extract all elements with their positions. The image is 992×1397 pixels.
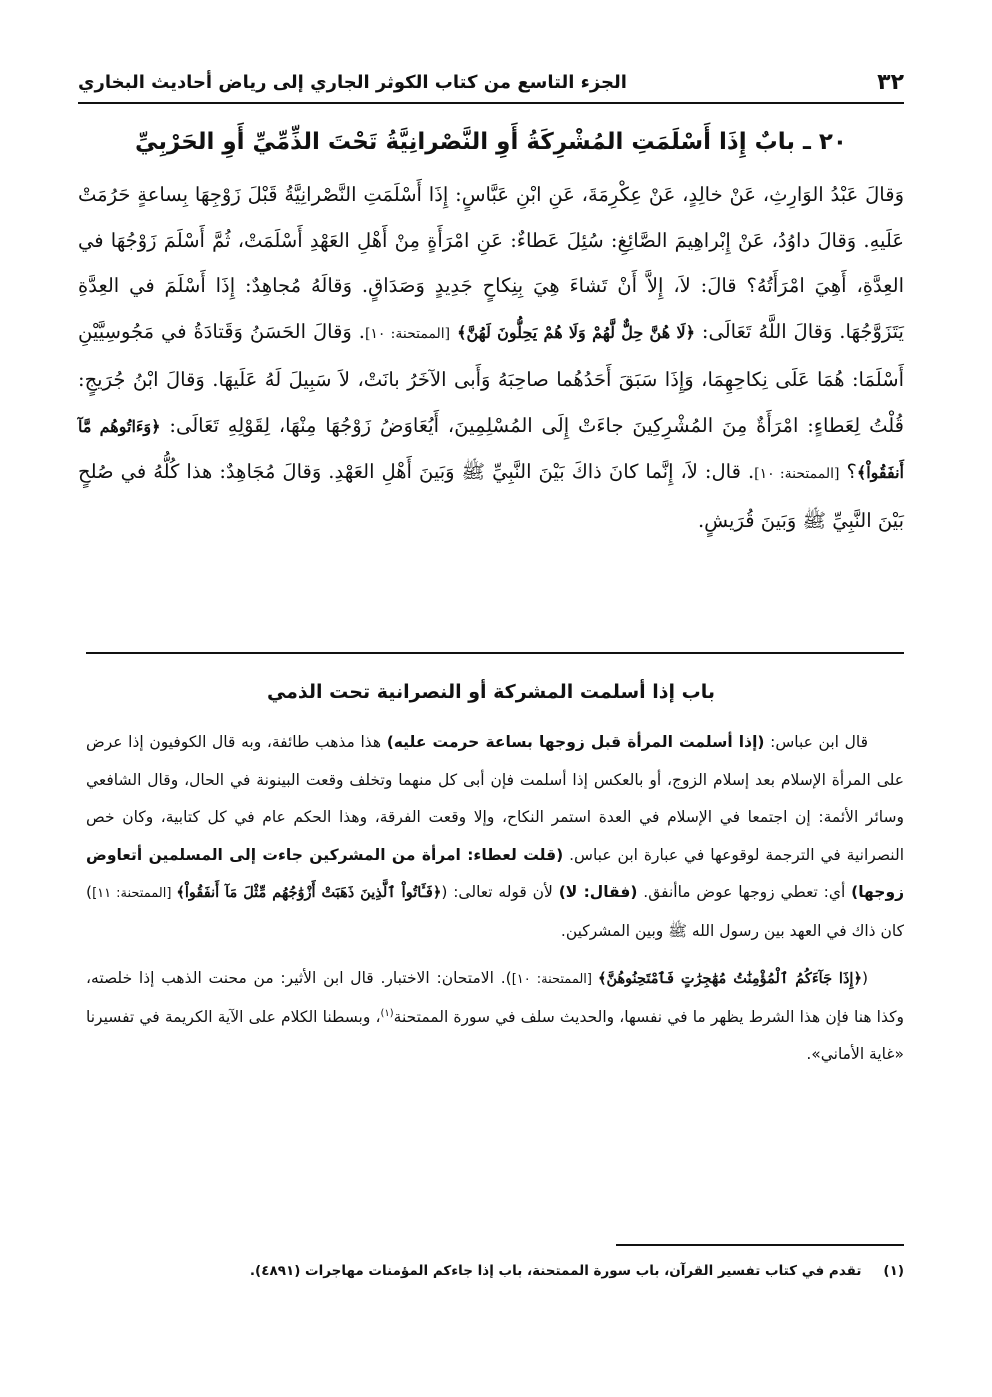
hadith-text xyxy=(78,172,904,543)
commentary-quote: (إذا أسلمت المرأة قبل زوجها بساعة حرمت عليه) xyxy=(386,733,765,751)
verse-reference-1: [الممتحنة: ١٠] xyxy=(364,325,451,342)
commentary-heading: باب إذا أسلمت المشركة أو النصرانية تحت الذمي xyxy=(266,681,716,703)
commentary-paragraph-2 xyxy=(86,960,904,1074)
commentary-quote-3: (فقال: لا) xyxy=(558,883,638,901)
commentary-middle: أي: تعطي زوجها عوض ماأنفق. xyxy=(637,883,852,901)
commentary-body: هذا مذهب طائفة، وبه قال الكوفيون إذا عرض على المرأة الإسلام بعد إسلام الزوج، أو بالعكس إذا أسلمت فإن أبى كل منهما وتخلف وقعت البينونة في الحال، وقال الشافعي وسائر الأئمة: إن اجتمعا في الإسلام في العدة استمر النكاح، وإلا وقعت الفرقة، وهذا الحكم عام في كل كتابية، وكان خص النصرانية في الترجمة لوقوعها في عبارة ابن عباس. xyxy=(86,733,904,864)
hadith-paragraph xyxy=(78,172,904,543)
quran-verse-2: ﴿وَءَاتُوهُم مَّآ أَنفَقُواْ﴾ xyxy=(78,416,904,482)
commentary-tail-a: لأن قوله تعالى: ( xyxy=(441,883,559,901)
footnote-text: تقدم في كتاب تفسير القرآن، باب سورة الممتحنة، باب إذا جاءكم المؤمنات مهاجرات (٤٨٩١). xyxy=(249,1263,862,1279)
commentary-quran-verse-2: ﴿إِذَا جَآءَكُمُ ٱلْمُؤْمِنَٰتُ مُهَٰجِرَٰتٍ فَٱمْتَحِنُوهُنَّ﴾ xyxy=(597,970,862,987)
quran-verse-1: ﴿لَا هُنَّ حِلٌّ لَّهُمْ وَلَا هُمْ يَحِلُّونَ لَهُنَّ﴾ xyxy=(457,322,695,342)
commentary-open-paren: ( xyxy=(861,969,868,987)
chapter-heading: ٢٠ ـ بابٌ إِذَا أَسْلَمَتِ المُشْرِكَةُ أَوِ النَّصْرانِيَّةُ تَحْتَ الذِّمِّيِّ أَوِ الحَرْبِيِّ xyxy=(135,129,847,155)
commentary-verse-reference-2: [الممتحنة: ١٠] xyxy=(511,972,598,987)
commentary-body-2a: ). الامتحان: الاختبار. قال ابن الأثير: من محنت الذهب إذا خلصته، وكذا هنا فإن هذا الشرط يظهر ما في نفسها، والحديث سلف في سورة الممتحنة xyxy=(86,969,904,1026)
commentary-text xyxy=(86,724,904,1074)
hadith-part-1: وَقالَ عَبْدُ الوَارِثِ، عَنْ خالِدٍ، عَنْ عِكْرِمَةَ، عَنِ ابْنِ عَبَّاسٍ: إِذَا أَسْلَمَتِ النَّصْرانِيَّةُ قَبْلَ زَوْجِهَا بِساعةٍ حَرُمَتْ عَلَيهِ. وَقالَ داوُدُ، عَنْ إِبْراهِيمَ الصَّائِغِ: سُئِلَ عَطاءٌ: عَنِ امْرَأَةٍ مِنْ أَهْلِ العَهْدِ أَسْلَمَتْ، ثُمَّ أَسْلَمَ زَوْجُهَا في العِدَّةِ، أَهِيَ امْرَأَتُهُ؟ قالَ: لاَ، إِلاَّ أَنْ تَشاءَ هِيَ بِنِكاحٍ جَدِيدٍ وَصَدَاقٍ. وَقالَهُ مُجاهِدٌ: إِذَا أَسْلَمَ في العِدَّةِ يَتَزَوَّجُهَا. وَقالَ اللَّهُ تَعَالَى: xyxy=(78,183,904,343)
section-divider xyxy=(86,652,904,654)
verse-reference-2: [الممتحنة: ١٠] xyxy=(754,466,840,482)
footnote-rule xyxy=(616,1244,904,1246)
commentary-verse-reference: [الممتحنة: ١١] xyxy=(92,886,177,901)
commentary-body-2b: ، وبسطنا الكلام على الآية الكريمة في تفسيرنا «غاية الأماني». xyxy=(86,1007,904,1063)
question-mark: ؟ xyxy=(846,460,857,483)
commentary-lead: قال ابن عباس: xyxy=(764,733,868,751)
running-header xyxy=(78,62,904,104)
hadith-part-3: . قال: لاَ، إِنَّما كانَ ذاكَ بَيْنَ النَّبِيِّ ﷺ وَبَينَ أَهْلِ العَهْدِ. وَقالَ مُجَاهِدٌ: هذا كُلُّهُ في صُلحٍ بَيْنَ النَّبِيِّ ﷺ وَبَينَ قُرَيشٍ. xyxy=(78,460,904,532)
commentary-tail-b: ) كان ذاك في العهد بين رسول الله ﷺ وبين المشركين. xyxy=(86,883,904,940)
footnote-number: (١) xyxy=(883,1263,904,1279)
footnote-marker[interactable]: (١) xyxy=(380,1007,394,1019)
hadith-part-2: . وَقالَ الحَسَنُ وَقَتادَةُ في مَجُوسِيَّيْنِ أَسْلَمَا: هُمَا عَلَى نِكاحِهِمَا، وَإِذَا سَبَقَ أَحَدُهُما صاحِبَهُ وَأَبى الآخَرُ بانَتْ، لاَ سَبِيلَ لَهُ عَلَيهَا. وَقالَ ابْنُ جُرَيجٍ: قُلْتُ لِعَطاءٍ: امْرَأَةٌ مِنَ المُشْرِكِينَ جاءَتْ إِلَى المُسْلِمِينَ، أَيُعَاوَضُ زَوْجُهَا مِنْهَا، لِقَوْلِهِ تَعَالَى: xyxy=(78,319,904,437)
commentary-quran-verse: ﴿فَـَٔاتُواْ ٱلَّذِينَ ذَهَبَتْ أَزْوَٰجُهُم مِّثْلَ مَآ أَنفَقُواْ﴾ xyxy=(176,884,442,901)
page-number: ٣٢ xyxy=(877,69,904,95)
commentary-paragraph-1 xyxy=(86,724,904,950)
footnote xyxy=(86,1258,904,1284)
commentary-quote-2: (قلت لعطاء: امرأة من المشركين جاءت إلى المسلمين أتعاوض زوجها) xyxy=(86,845,905,901)
running-header-title: الجزء التاسع من كتاب الكوثر الجاري إلى رياض أحاديث البخاري xyxy=(78,71,627,93)
